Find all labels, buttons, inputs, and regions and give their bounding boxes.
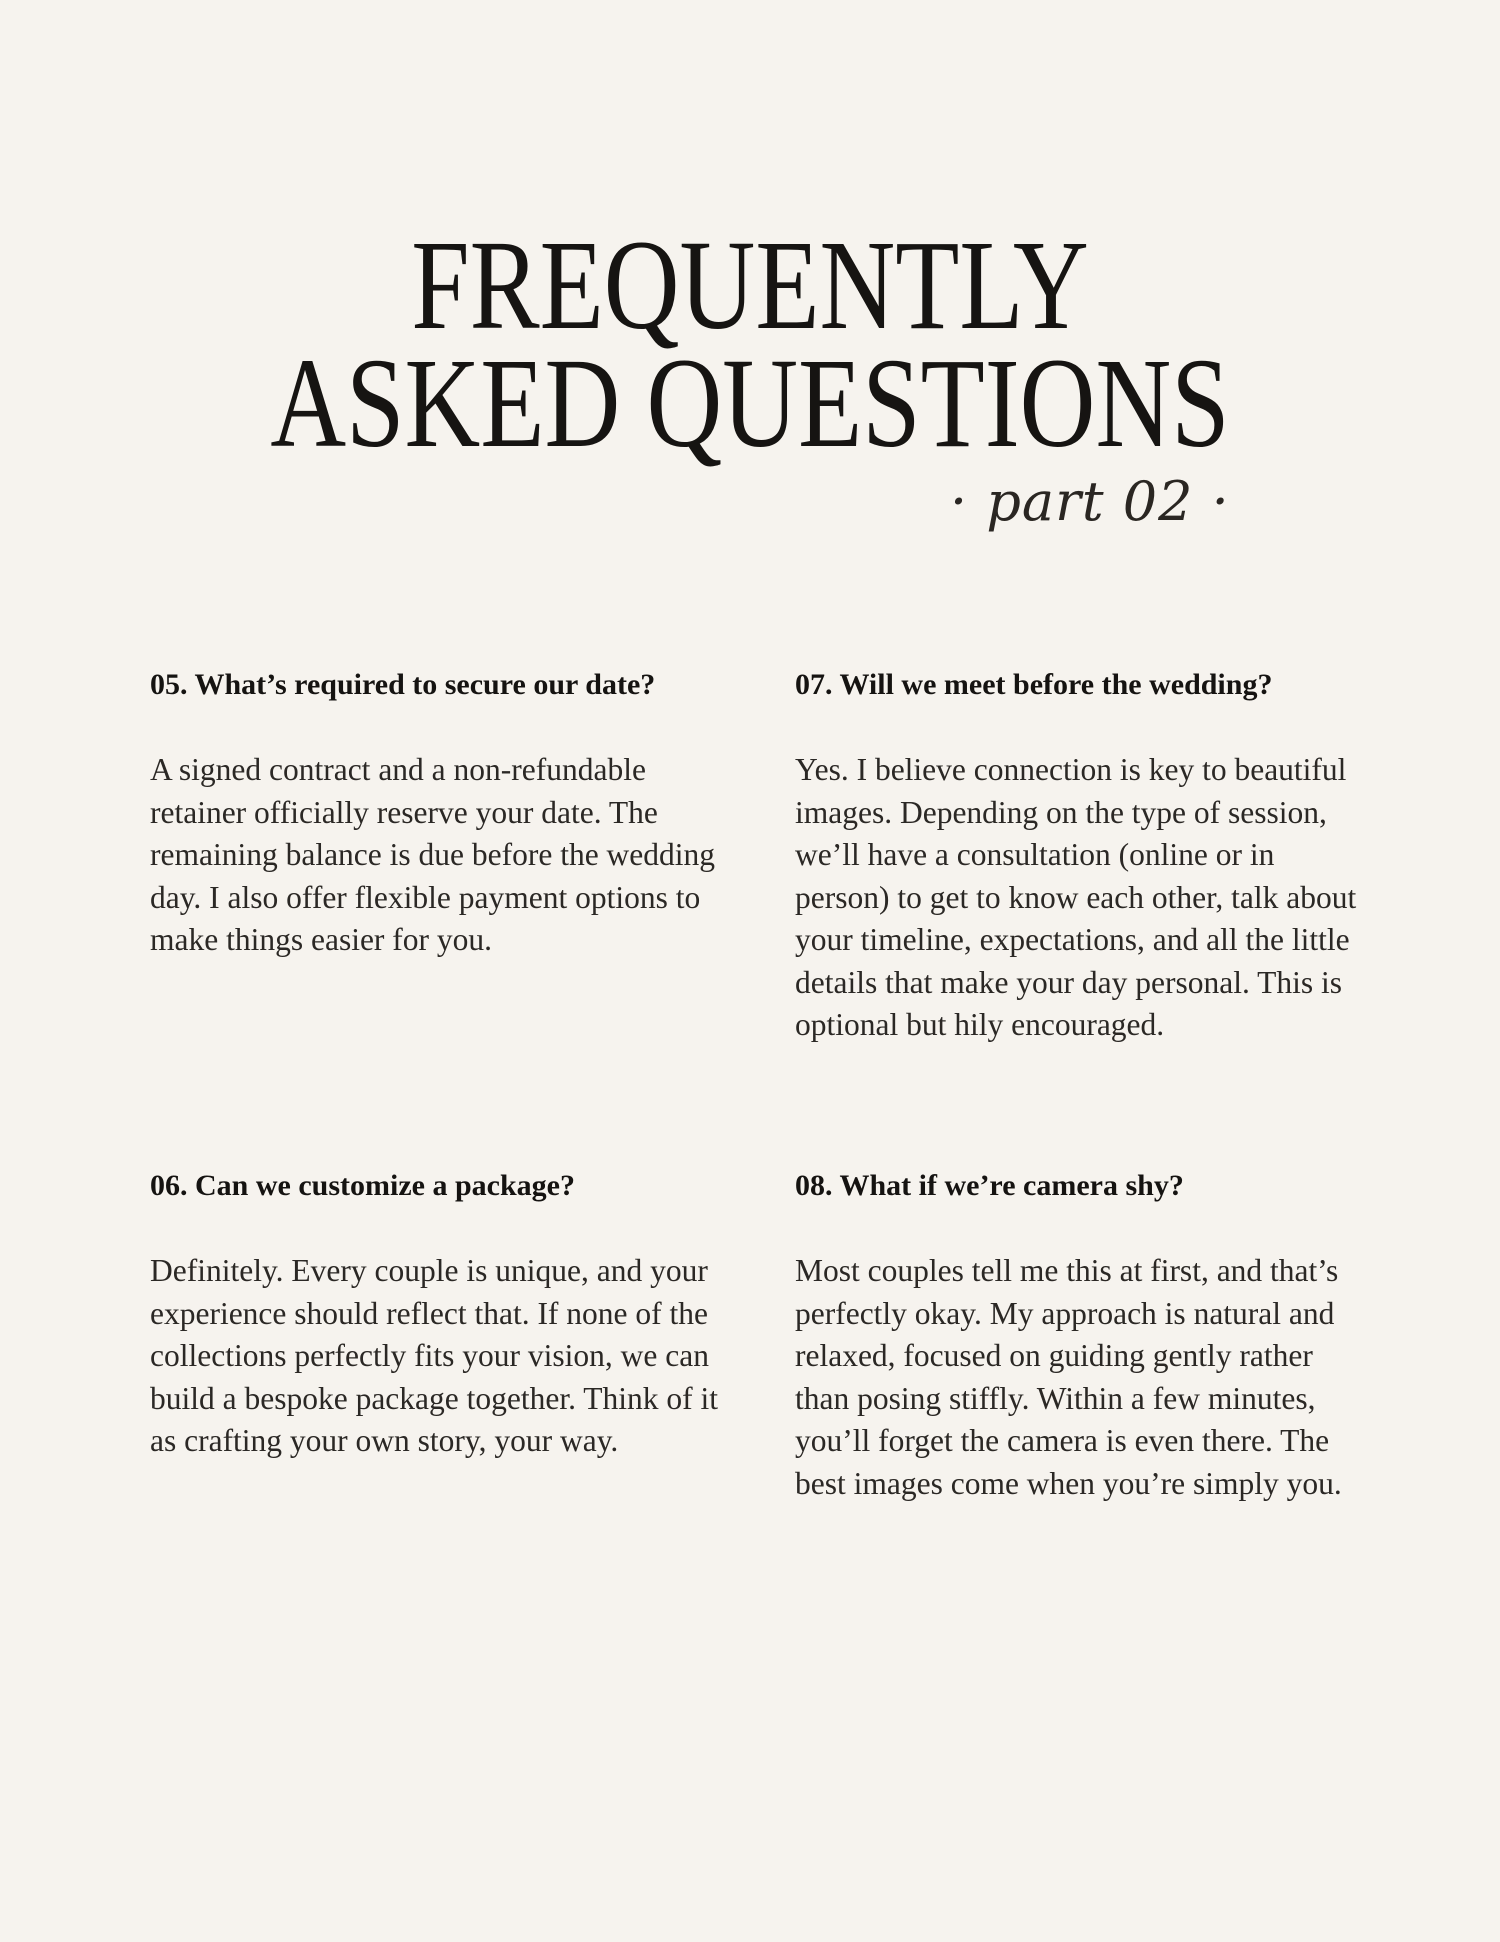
faq-question: 07. Will we meet before the wedding? bbox=[795, 668, 1273, 701]
faq-answer: A signed contract and a non-refundable retainer officially reserve your date. The remaining balance is due before the wedding day. I also offer flexible payment options to make things easier for you. bbox=[150, 752, 716, 957]
title-line-1: FREQUENTLY bbox=[411, 214, 1089, 356]
faq-question: 05. What’s required to secure our date? bbox=[150, 668, 656, 701]
subtitle-part: · part 02 · bbox=[950, 470, 1230, 533]
faq-answer: Yes. I believe connection is key to beautiful images. Depending on the type of session, we’ll have a consultation (online or in person) to get to know each other, talk about your timeline, expectations, and all the little details that make your day personal. This is optional but hily encouraged. bbox=[795, 752, 1357, 1042]
faq-question: 06. Can we customize a package? bbox=[150, 1169, 575, 1202]
faq-item-05 bbox=[150, 667, 720, 962]
title-line-2: ASKED QUESTIONS bbox=[270, 332, 1230, 474]
faq-item-07 bbox=[795, 667, 1365, 1047]
faq-question: 08. What if we’re camera shy? bbox=[795, 1169, 1184, 1202]
faq-answer: Most couples tell me this at first, and that’s perfectly okay. My approach is natural and relaxed, focused on guiding gently rather than posing stiffly. Within a few minutes, you’ll forget the camera is even there. The best images come when you’re simply you. bbox=[795, 1253, 1342, 1501]
faq-item-08 bbox=[795, 1168, 1365, 1505]
faq-item-06 bbox=[150, 1168, 720, 1463]
page-title bbox=[0, 214, 1500, 474]
faq-answer: Definitely. Every couple is unique, and your experience should reflect that. If none of the collections perfectly fits your vision, we can build a bespoke package together. Think of it as crafting your own story, your way. bbox=[150, 1253, 719, 1458]
